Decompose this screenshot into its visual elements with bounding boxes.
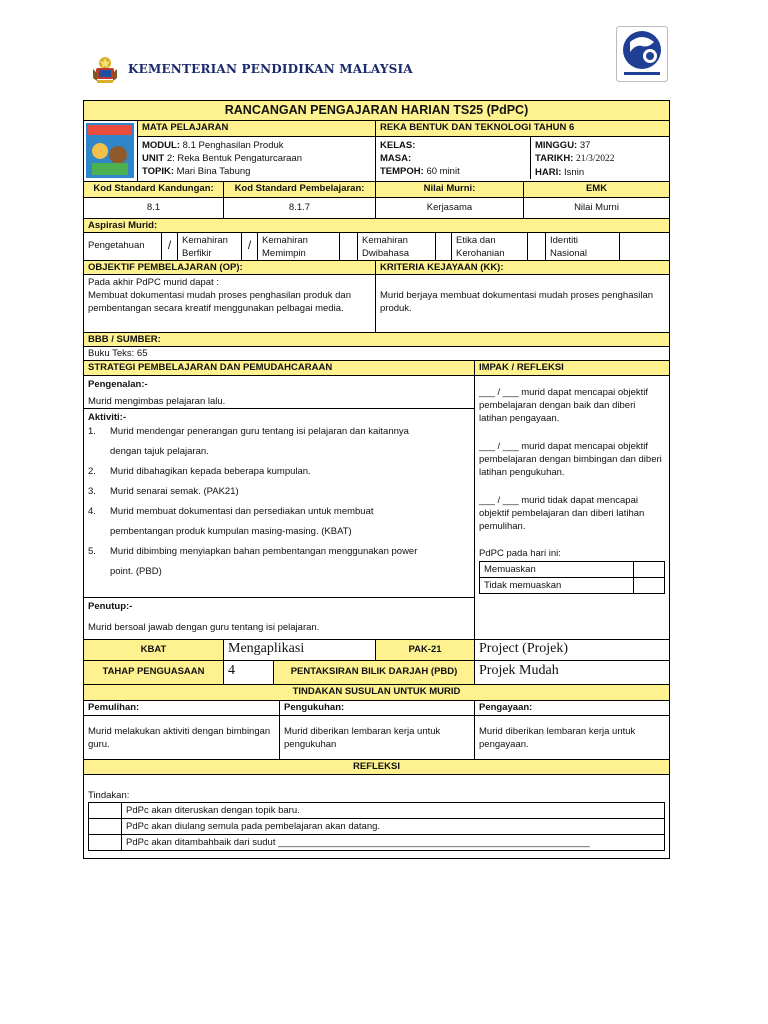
tarikh-value: 21/3/2022 [575, 154, 615, 164]
op-intro: Pada akhir PdPC murid dapat : [88, 277, 219, 288]
aktiviti-text-4: Murid membuat dokumentasi dan persediakan untuk membuat [110, 506, 374, 517]
pdpc-option-tidak-memuaskan: Tidak memuaskan [480, 578, 634, 594]
tarikh-label: TARIKH: [535, 153, 574, 164]
aspirasi-mark-2: / [242, 233, 258, 260]
unit-value: 2: Reka Bentuk Pengaturcaraan [166, 153, 303, 164]
pdpc-check-1[interactable] [634, 562, 665, 578]
pengayaan-label: Pengayaan: [479, 702, 533, 713]
pak21-value: Project (Projek) [479, 641, 569, 656]
aktiviti-text-5: Murid dibimbing menyiapkan bahan pembentangan menggunakan power [110, 546, 418, 557]
penutup-text: Murid bersoal jawab dengan guru tentang isi pelajaran. [88, 622, 320, 633]
emk-label: EMK [585, 183, 608, 194]
form-title: RANCANGAN PENGAJARAN HARIAN TS25 (PdPC) [224, 103, 529, 117]
hari-value: Isnin [564, 167, 585, 178]
pbd-label: PENTAKSIRAN BILIK DARJAH (PBD) [274, 661, 475, 684]
tempoh-value: 60 minit [426, 166, 460, 177]
tahap-value: 4 [224, 661, 274, 684]
aktiviti-text-2: Murid dibahagikan kepada beberapa kumpulan. [110, 466, 311, 477]
aspirasi-mark-1: / [162, 233, 178, 260]
aspirasi-label-4: Kemahiran Dwibahasa [358, 233, 436, 260]
pbd-value: Projek Mudah [479, 663, 559, 678]
op-label: OBJEKTIF PEMBELAJARAN (OP): [84, 261, 376, 274]
modul-value: 8.1 Penghasilan Produk [182, 140, 284, 151]
aspirasi-mark-3 [340, 233, 358, 260]
strategi-label: STRATEGI PEMBELAJARAN DAN PEMUDAHCARAAN [84, 361, 475, 375]
impak-section [475, 376, 669, 639]
minggu-value: 37 [579, 140, 591, 151]
pak21-label: PAK-21 [376, 640, 475, 660]
pemulihan-text: Murid melakukan aktiviti dengan bimbingan guru. [84, 716, 280, 759]
nilai-murni-label: Nilai Murni: [376, 182, 524, 197]
ksk-value: 8.1 [84, 198, 224, 218]
aspirasi-label: Aspirasi Murid: [88, 220, 158, 231]
pdpc-option-memuaskan: Memuaskan [480, 562, 634, 578]
bbb-label: BBB / SUMBER: [88, 334, 161, 345]
kelas-label: KELAS: [380, 140, 416, 151]
aktiviti-text-1: Murid mendengar penerangan guru tentang isi pelajaran dan kaitannya [110, 426, 409, 437]
mata-pelajaran-label: MATA PELAJARAN [138, 121, 375, 137]
aktiviti-text-4b: pembentangan produk kumpulan masing-masing. (KBAT) [110, 526, 352, 537]
pengukuhan-label: Pengukuhan: [280, 701, 475, 715]
pengayaan-text: Murid diberikan lembaran kerja untuk pengayaan. [479, 726, 636, 750]
kk-text: Murid berjaya membuat dokumentasi mudah proses penghasilan produk. [380, 290, 654, 314]
ksp-label: Kod Standard Pembelajaran: [224, 182, 376, 197]
modul-label: MODUL: [142, 140, 180, 151]
aspirasi-label-2: Kemahiran Berfikir [178, 233, 242, 260]
subject-info [138, 121, 376, 181]
aktiviti-text-5b: point. (PBD) [110, 566, 162, 577]
hari-label: HARI: [535, 167, 562, 178]
book-cover-icon [86, 123, 134, 178]
pengenalan-text: Murid mengimbas pelajaran lalu. [88, 396, 226, 407]
penutup-label: Penutup:- [88, 601, 133, 612]
aktiviti-label: Aktiviti:- [88, 412, 126, 423]
pdpc-options [479, 561, 665, 594]
aktiviti-section [84, 409, 474, 598]
ministry-header [86, 52, 413, 88]
pengukuhan-text: Murid diberikan lembaran kerja untuk pengukuhan [280, 716, 475, 759]
aspirasi-label-3: Kemahiran Memimpin [258, 233, 340, 260]
topik-value: Mari Bina Tabung [176, 166, 251, 177]
refleksi-label: REFLEKSI [353, 761, 400, 772]
ministry-name: KEMENTERIAN PENDIDIKAN MALAYSIA [128, 62, 413, 76]
aspirasi-label-6: Identiti Nasional [546, 233, 620, 260]
textbook-cover-image [84, 121, 138, 181]
aktiviti-num-5: 5. [88, 546, 96, 557]
unit-label: UNIT [142, 153, 165, 164]
pdpc-label: PdPC pada hari ini: [479, 548, 561, 559]
aspirasi-mark-4 [436, 233, 452, 260]
subject-name: REKA BENTUK DAN TEKNOLOGI TAHUN 6 [376, 121, 669, 137]
pemulihan-label: Pemulihan: [84, 701, 280, 715]
nilai-murni-value: Kerjasama [376, 198, 524, 218]
tempoh-label: TEMPOH: [380, 166, 424, 177]
tindakan-susulan-label: TINDAKAN SUSULAN UNTUK MURID [292, 686, 461, 697]
impak-1: ___ / ___ murid dapat mencapai objektif pembelajaran dengan baik dan diberi latihan pengayaan. [479, 387, 648, 424]
ksp-value: 8.1.7 [224, 198, 376, 218]
pdpc-check-2[interactable] [634, 578, 665, 594]
aspirasi-mark-5 [528, 233, 546, 260]
bbb-value: Buku Teks: 65 [88, 348, 148, 359]
aktiviti-num-2: 2. [88, 466, 96, 477]
op-text: Membuat dokumentasi mudah proses penghasilan produk dan pembentangan secara kreatif menggunakan pelbagai media. [88, 290, 351, 314]
topik-label: TOPIK: [142, 166, 175, 177]
impak-label: IMPAK / REFLEKSI [479, 362, 564, 373]
minggu-label: MINGGU: [535, 140, 578, 151]
aktiviti-num-1: 1. [88, 426, 96, 437]
kbat-label: KBAT [84, 640, 224, 660]
impak-2: ___ / ___ murid dapat mencapai objektif pembelajaran dengan bimbingan dan diberi latihan pengukuhan. [479, 441, 662, 478]
impak-3: ___ / ___ murid tidak dapat mencapai objektif pembelajaran dan diberi latihan pemulihan. [479, 495, 645, 532]
pengenalan-label: Pengenalan:- [88, 379, 148, 390]
refleksi-check-3[interactable] [89, 835, 122, 851]
kbat-value: Mengaplikasi [224, 640, 376, 660]
aspirasi-mark-6 [620, 233, 669, 260]
masa-label: MASA: [380, 153, 412, 164]
ts25-logo-icon [616, 26, 668, 82]
ksk-label: Kod Standard Kandungan: [84, 182, 224, 197]
refleksi-option-2: PdPc akan diulang semula pada pembelajaran akan datang. [122, 819, 665, 835]
aspirasi-label-5: Etika dan Kerohanian [452, 233, 528, 260]
refleksi-option-3: PdPc akan ditambahbaik dari sudut ___________________________________________________________ [122, 835, 665, 851]
lesson-plan-form [83, 100, 670, 859]
class-info [376, 121, 669, 181]
kk-label: KRITERIA KEJAYAAN (KK): [380, 262, 504, 273]
aktiviti-num-3: 3. [88, 486, 96, 497]
emk-value: Nilai Murni [574, 202, 619, 213]
aspirasi-row [84, 233, 669, 261]
aktiviti-text-1b: dengan tajuk pelajaran. [110, 446, 209, 457]
tindakan-label: Tindakan: [88, 790, 130, 801]
refleksi-check-2[interactable] [89, 819, 122, 835]
aspirasi-label-1: Pengetahuan [84, 233, 162, 260]
aktiviti-text-3: Murid senarai semak. (PAK21) [110, 486, 239, 497]
tahap-label: TAHAP PENGUASAAN [84, 661, 224, 684]
refleksi-options [88, 802, 665, 851]
malaysia-crest-icon [90, 54, 120, 84]
refleksi-check-1[interactable] [89, 803, 122, 819]
refleksi-option-1: PdPc akan diteruskan dengan topik baru. [122, 803, 665, 819]
aktiviti-num-4: 4. [88, 506, 96, 517]
